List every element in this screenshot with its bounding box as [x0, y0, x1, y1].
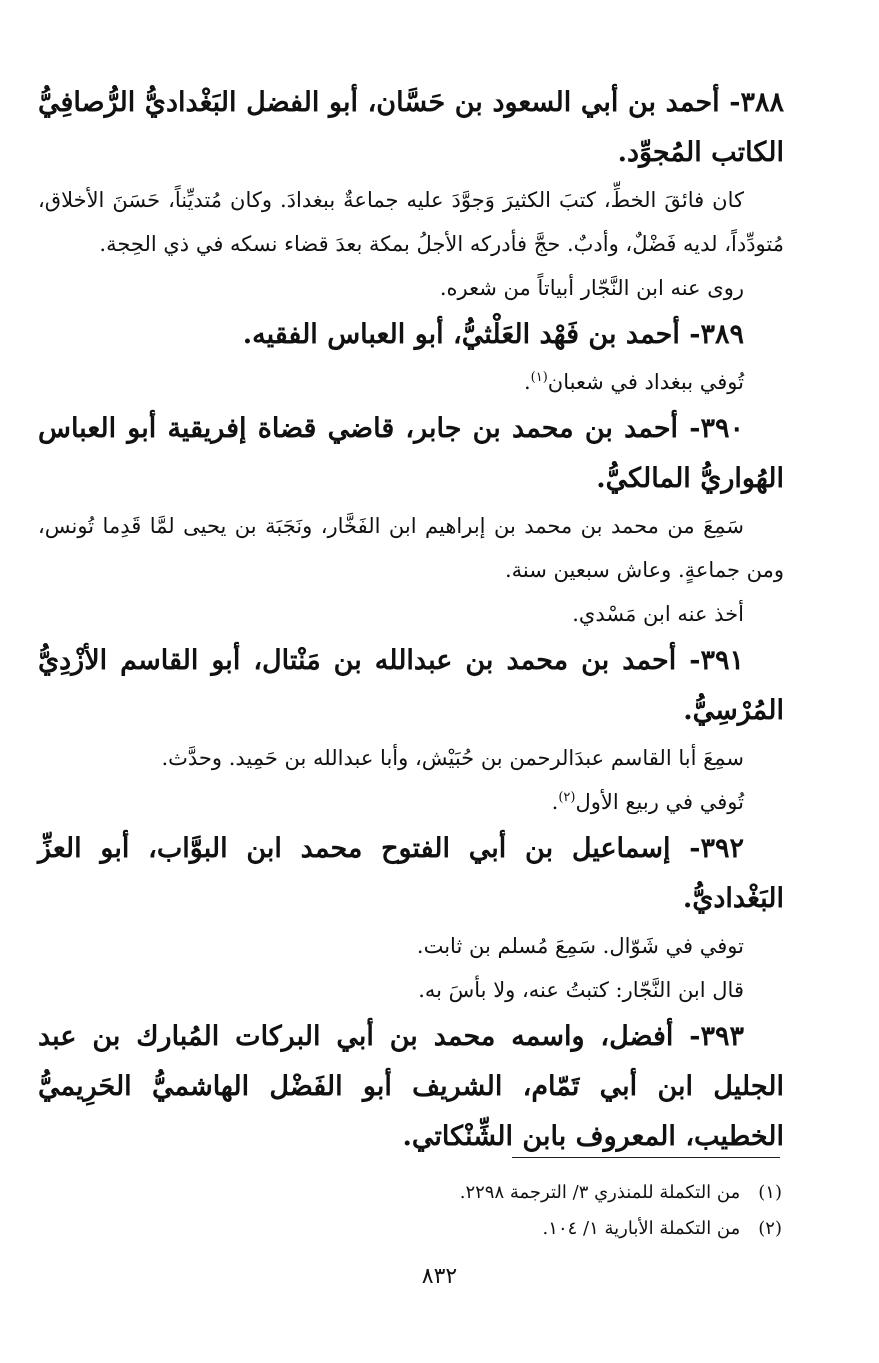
entry-heading-393: ٣٩٣- أفضل، واسمه محمد بن أبي البركات المُبارك بن عبد الجليل ابن أبي تَمّام، الشريف أبو الفَضْل الهاشميُّ الحَرِيميُّ الخطيب، المعروف بابن الشِّنْكاتي.: [38, 1021, 784, 1152]
entry-392-paragraph-1: توفي في شَوّال. سَمِعَ مُسلم بن ثابت.: [416, 934, 744, 958]
footnote-2-text: من التكملة الأبارية ١/ ١٠٤.: [542, 1218, 741, 1239]
footnote-ref-1: (١): [530, 370, 548, 385]
entry-388-paragraph-2: روى عنه ابن النَّجّار أبياتاً من شعره.: [439, 276, 744, 300]
entry-391-text: تُوفي في ربيع الأول: [575, 790, 744, 814]
footnote-1-mark: (١): [758, 1182, 782, 1203]
entry-heading-392: ٣٩٢- إسماعيل بن أبي الفتوح محمد ابن البوَّاب، أبو العزِّ البَغْداديُّ.: [38, 833, 784, 914]
entry-391-period: .: [551, 790, 559, 814]
entry-389-period: .: [523, 370, 531, 394]
page-body: [38, 78, 784, 1162]
entry-heading-388: ٣٨٨- أحمد بن أبي السعود بن حَسَّان، أبو الفضل البَغْداديُّ الرُّصافِيُّ الكاتب المُجوِّد.: [38, 87, 784, 168]
page-number: ٨٣٢: [421, 1264, 458, 1289]
entry-heading-391: ٣٩١- أحمد بن محمد بن عبدالله بن مَنْتال، أبو القاسم الأزْدِيُّ المُرْسِيُّ.: [38, 645, 784, 726]
footnote-1-text: من التكملة للمنذري ٣/ الترجمة ٢٢٩٨.: [459, 1182, 741, 1203]
entry-390-paragraph-1: سَمِعَ من محمد بن محمد بن إبراهيم ابن الفَخَّار، ونَجَبَة بن يحيى لمَّا قَدِما تُونس، ومن جماعةٍ. وعاش سبعين سنة.: [38, 514, 784, 582]
entry-heading-390: ٣٩٠- أحمد بن محمد بن جابر، قاضي قضاة إفريقية أبو العباس الهُواريُّ المالكيُّ.: [38, 413, 784, 494]
entry-390-paragraph-2: أخذ عنه ابن مَسْدي.: [572, 602, 744, 626]
footnote-1: [300, 1175, 782, 1211]
footnote-divider: [512, 1157, 780, 1158]
footnotes: [300, 1175, 782, 1247]
footnote-2-mark: (٢): [758, 1218, 782, 1239]
entry-391-paragraph-1: سمِعَ أبا القاسم عبدَالرحمن بن حُبَيْش، وأبا عبدالله بن حَمِيد. وحدَّث.: [161, 746, 744, 770]
footnote-ref-2: (٢): [558, 790, 576, 805]
entry-389-text: تُوفي ببغداد في شعبان: [547, 370, 744, 394]
entry-391-paragraph-2: [38, 780, 784, 824]
entry-389-paragraph-1: [38, 360, 784, 404]
entry-392-paragraph-2: قال ابن النَّجّار: كتبتُ عنه، ولا بأسَ به.: [418, 978, 744, 1002]
entry-388-paragraph-1: كان فائقَ الخطِّ، كتبَ الكثيرَ وَجوَّدَ عليه جماعةٌ ببغدادَ. وكان مُتديِّناً، حَسَنَ الأخلاق، مُتودِّداً، لديه فَضْلٌ، وأدبٌ. حجَّ فأدركه الأجلُ بمكة بعدَ قضاء نسكه في ذي الحِجة.: [38, 188, 784, 256]
footnote-2: [300, 1211, 782, 1247]
entry-heading-389: ٣٨٩- أحمد بن فَهْد العَلْثيُّ، أبو العباس الفقيه.: [242, 319, 744, 350]
